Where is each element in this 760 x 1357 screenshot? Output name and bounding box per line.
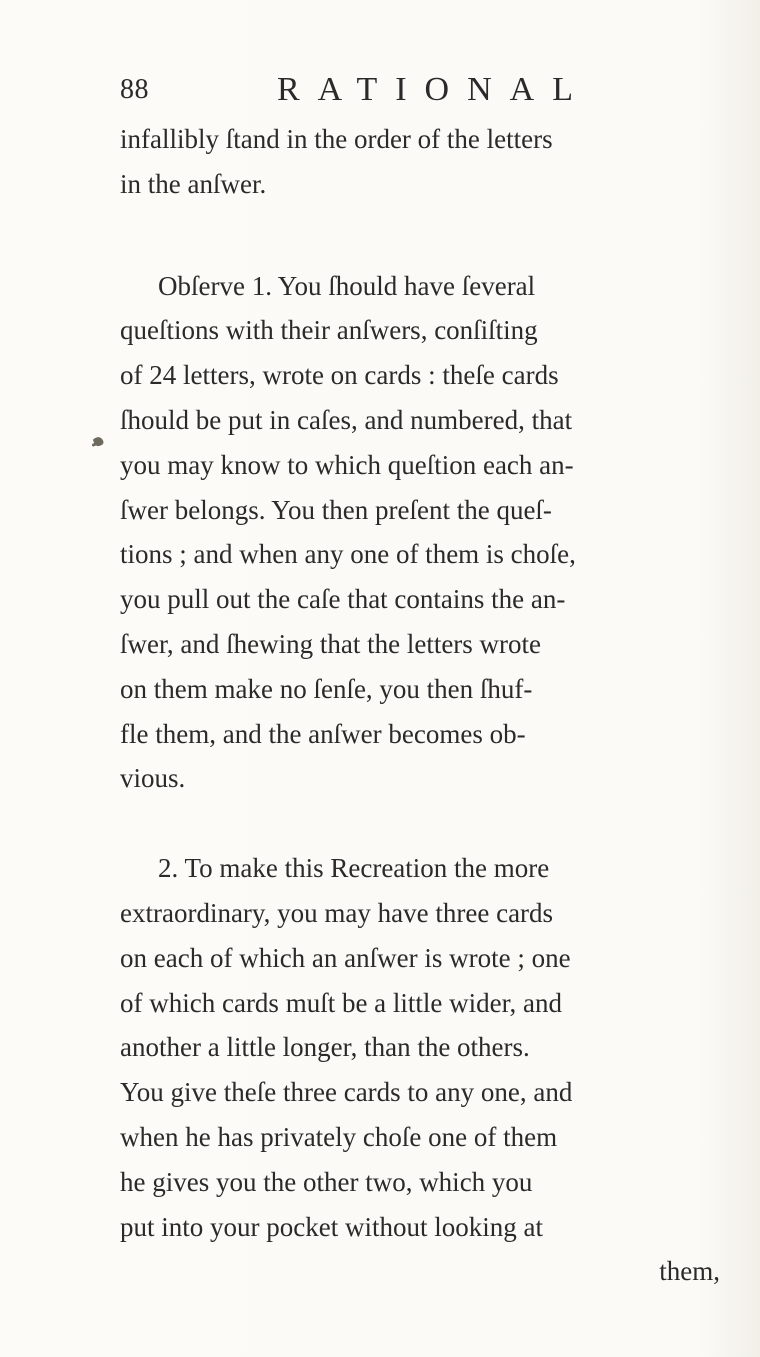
paragraph-observe-1 [120, 264, 730, 802]
text-line: ſhould be put in caſes, and numbered, that [120, 404, 573, 435]
text-line: when he has privately choſe one of them [120, 1121, 558, 1152]
paragraph-observe-2 [120, 846, 730, 1294]
text-line: Obſerve 1. You ſhould have ſeveral [158, 270, 536, 301]
text-line: he gives you the other two, which you [120, 1166, 533, 1197]
text-line: infallibly ſtand in the order of the letters [120, 124, 553, 154]
text-line: ſwer, and ſhewing that the letters wrote [120, 628, 542, 659]
page-number: 88 [120, 74, 149, 105]
page-body [120, 117, 730, 1294]
paragraph-continuation [120, 117, 730, 207]
text-line: on them make no ſenſe, you then ſhuf- [120, 673, 533, 704]
text-line: You give theſe three cards to any one, and [120, 1077, 573, 1108]
text-line: tions ; and when any one of them is choſe, [120, 539, 576, 570]
catchword: them, [659, 1256, 720, 1287]
ink-speck [93, 436, 105, 448]
paragraph-gap [120, 801, 730, 846]
text-line: ſwer belongs. You then preſent the queſ- [120, 494, 552, 525]
text-line: another a little longer, than the others. [120, 1032, 530, 1063]
text-line: you pull out the caſe that contains the an- [120, 584, 566, 615]
paragraph-gap [120, 207, 730, 264]
text-line: vious. [120, 763, 186, 794]
running-head [120, 70, 720, 110]
text-line: put into your pocket without looking at [120, 1211, 543, 1242]
text-line: fle them, and the anſwer becomes ob- [120, 718, 526, 749]
text-line: you may know to which queſtion each an- [120, 449, 574, 480]
text-line: on each of which an anſwer is wrote ; one [120, 942, 571, 973]
text-line: in the anſwer. [120, 168, 267, 199]
text-line: extraordinary, you may have three cards [120, 897, 554, 928]
running-title: RATIONAL [277, 71, 591, 108]
text-line: of 24 letters, wrote on cards : theſe cards [120, 360, 559, 391]
text-line: of which cards muſt be a little wider, and [120, 987, 563, 1018]
text-line: queſtions with their anſwers, conſiſting [120, 315, 538, 346]
text-line: 2. To make this Recreation the more [158, 853, 550, 884]
